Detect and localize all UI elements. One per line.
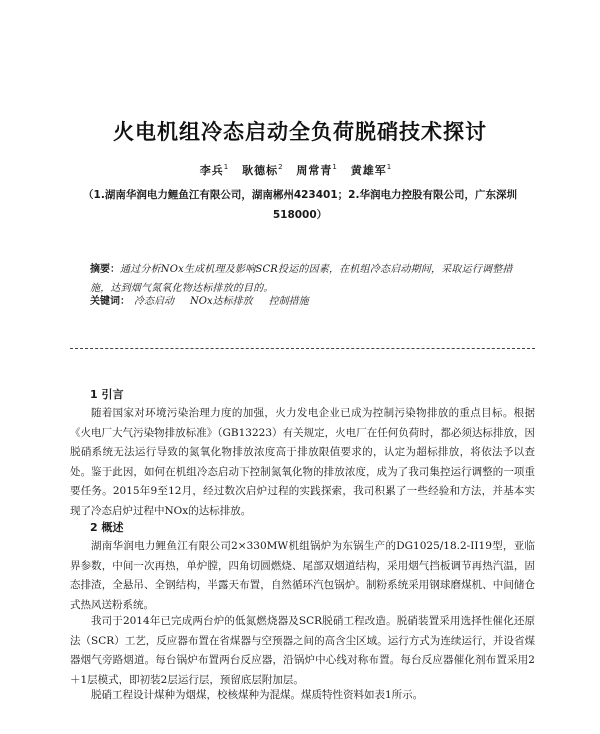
section-divider bbox=[70, 348, 535, 349]
body-paragraph: 随着国家对环境污染治理力度的加强，火力发电企业已成为控制污染物排放的重点目标。根据《火电厂大气污染物排放标准》（GB13223）有关规定，火电厂在任何负荷时，都必须达标排放，因脱硝系统无法运行导致的氮氧化物排放浓度高于排放限值要求的，认定为超标排放，将依法予以查处。鉴于此因，如何在机组冷态启动下控制氮氧化物的排放浓度，成为了我司集控运行调整的一项重要任务。2015年9至12月，经过数次启炉过程的实践探索，我司积累了一些经验和方法，并基本实现了冷态启炉过程中NOx的达标排放。 bbox=[70, 407, 535, 517]
author-affil-mark: 1 bbox=[223, 163, 230, 172]
keywords-label: 关键词： bbox=[90, 296, 130, 307]
author-name: 周常青 bbox=[296, 164, 333, 177]
abstract bbox=[90, 260, 530, 298]
author-affil-mark: 1 bbox=[386, 163, 393, 172]
author-name: 李兵 bbox=[199, 164, 224, 177]
author-name: 黄雄军 bbox=[350, 164, 387, 177]
keyword: NOx达标排放 bbox=[190, 296, 253, 307]
affiliation: （1.湖南华润电力鲤鱼江有限公司，湖南郴州423401；2.华润电力控股有限公司，广东深圳518000） bbox=[83, 189, 517, 221]
body-paragraph: 湖南华润电力鲤鱼江有限公司2×330MW机组锅炉为东锅生产的DG1025/18.2-II19型，亚临界参数，中间一次再热，单炉膛，四角切圆燃烧、尾部双烟道结构，采用烟气挡板调节再热汽温，固态排渣，全悬吊、全钢结构，半露天布置，自然循环汽包锅炉。制粉系统采用钢球磨煤机、中间储仓式热风送粉系统。 bbox=[70, 540, 535, 611]
keywords bbox=[90, 294, 530, 310]
body-paragraph: 脱硝工程设计煤种为烟煤，校核煤种为混煤。煤质特性资料如表1所示。 bbox=[91, 689, 424, 701]
section-heading-introduction: 1 引言 bbox=[90, 388, 124, 401]
paper-title: 火电机组冷态启动全负荷脱硝技术探讨 bbox=[113, 120, 487, 144]
abstract-text: 通过分析NOx生成机理及影响SCR投运的因素，在机组冷态启动期间，采取运行调整措施，达到烟气氮氧化物达标排放的目的。 bbox=[90, 264, 513, 294]
author-name: 耿德标 bbox=[242, 164, 279, 177]
author-affil-mark: 1 bbox=[332, 163, 338, 172]
keyword: 控制措施 bbox=[268, 296, 309, 307]
abstract-label: 摘要： bbox=[90, 264, 120, 275]
keyword: 冷态启动 bbox=[134, 296, 174, 307]
author-affil-mark: 2 bbox=[278, 163, 284, 172]
section-heading-overview: 2 概述 bbox=[90, 521, 124, 534]
author-line bbox=[0, 162, 600, 178]
body-paragraph: 我司于2014年已完成两台炉的低氮燃烧器及SCR脱硝工程改造。脱硝装置采用选择性催化还原法（SCR）工艺，反应器布置在省煤器与空预器之间的高含尘区域。运行方式为连续运行，并设省煤器烟气旁路烟道。每台锅炉布置两台反应器，沿锅炉中心线对称布置。每台反应器催化剂布置采用2＋1层模式，即初装2层运行层，预留底层附加层。 bbox=[70, 615, 535, 686]
